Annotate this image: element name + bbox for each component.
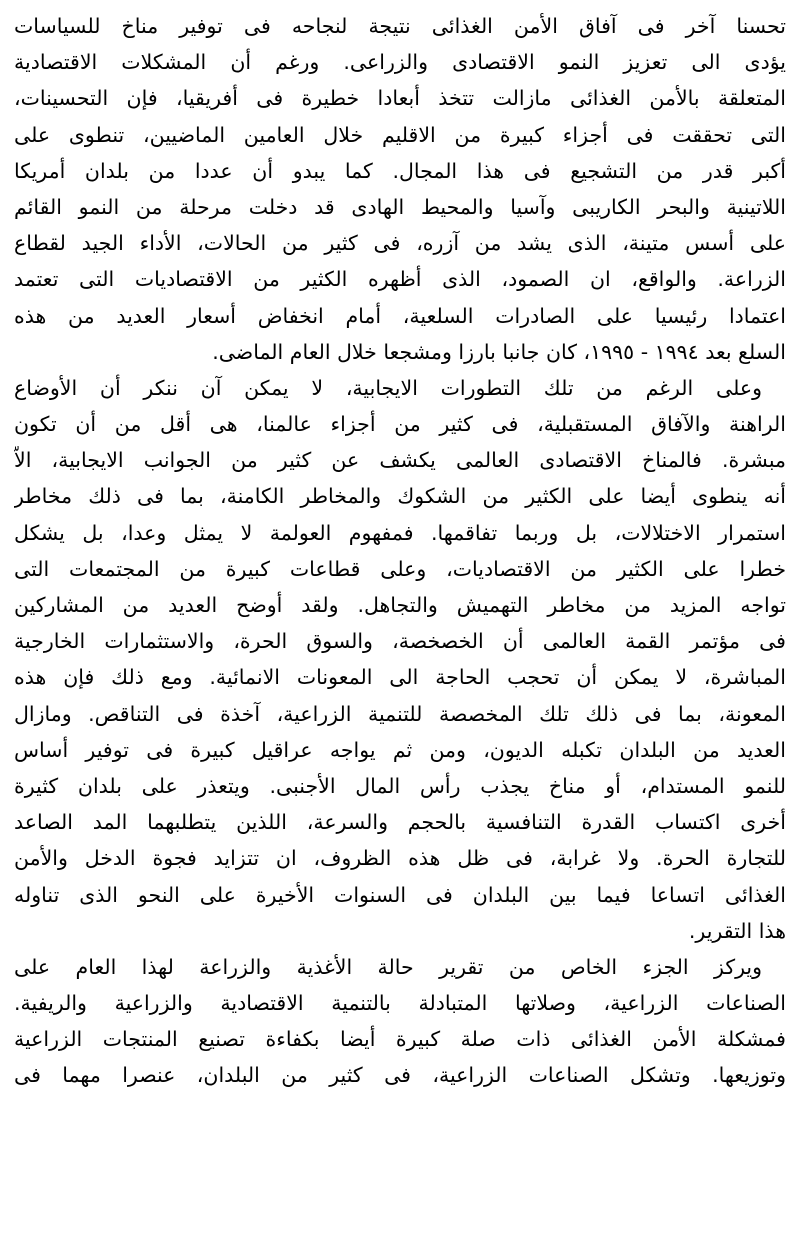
document-page	[14, 8, 786, 1094]
text-line: الغذائى اتساعا فيما بين البلدان فى السنوات الأخيرة على النحو الذى تناوله	[14, 882, 786, 907]
text-line: يؤدى الى تعزيز النمو الاقتصادى والزراعى. ورغم أن المشكلات الاقتصادية	[14, 50, 786, 75]
text-line: اللاتينية والبحر الكاريبى وآسيا والمحيط الهادى قد دخلت مرحلة من النمو القائم	[14, 194, 786, 219]
paragraph-2	[14, 370, 786, 949]
paragraph-3	[14, 949, 786, 1094]
text-line: أخرى اكتساب القدرة التنافسية بالحجم والسرعة، اللذين يتطلبهما المد الصاعد	[14, 810, 786, 835]
text-line: العديد من البلدان تكبله الديون، ومن ثم يواجه عراقيل كبيرة فى توفير أساس	[14, 737, 786, 762]
text-line: تواجه المزيد من مخاطر التهميش والتجاهل. ولقد أوضح العديد من المشاركين	[14, 593, 786, 617]
text-line: خطرا على الكثير من الاقتصاديات، وعلى قطاعات كبيرة من المجتمعات التى	[14, 556, 786, 581]
text-line: الراهنة والآفاق المستقبلية، فى كثير من أجزاء عالمنا، هى أقل من أن تكون	[14, 412, 786, 437]
text-line: مبشرة. فالمناخ الاقتصادى العالمى يكشف عن كثير من الجوانب الايجابية، الاّ	[14, 448, 786, 473]
text-line: فى مؤتمر القمة العالمى أن الخصخصة، والسوق الحرة، والاستثمارات الخارجية	[14, 629, 786, 654]
text-line: للنمو المستدام، أو مناخ يجذب رأس المال الأجنبى. ويتعذر على بلدان كثيرة	[14, 773, 786, 798]
text-line: هذا التقرير.	[688, 918, 786, 943]
text-line: اعتمادا رئيسيا على الصادرات السلعية، أمام انخفاض أسعار العديد من هذه	[14, 303, 786, 328]
text-line: وتوزيعها. وتشكل الصناعات الزراعية، فى كثير من البلدان، عنصرا مهما فى	[14, 1063, 786, 1088]
text-line: أنه ينطوى أيضا على الكثير من الشكوك والمخاطر الكامنة، بما فى ذلك مخاطر	[14, 484, 786, 509]
text-line: السلع بعد ١٩٩٤ - ١٩٩٥، كان جانبا بارزا ومشجعا خلال العام الماضى.	[212, 339, 786, 364]
text-line: ويركز الجزء الخاص من تقرير حالة الأغذية والزراعة لهذا العام على	[14, 954, 762, 979]
text-line: تحسنا آخر فى آفاق الأمن الغذائى نتيجة لنجاحه فى توفير مناخ للسياسات	[14, 14, 786, 38]
text-line: المعونة، بما فى ذلك تلك المخصصة للتنمية الزراعية، آخذة فى التناقص. ومازال	[14, 701, 786, 726]
text-line: الزراعة. والواقع، ان الصمود، الذى أظهره الكثير من الاقتصاديات التى تعتمد	[14, 267, 786, 292]
text-line: المباشرة، لا يمكن أن تحجب الحاجة الى المعونات الانمائية. ومع ذلك فإن هذه	[14, 665, 786, 690]
text-line: الصناعات الزراعية، وصلاتها المتبادلة بالتنمية الاقتصادية والزراعية والريفية.	[14, 991, 786, 1016]
text-line: فمشكلة الأمن الغذائى ذات صلة كبيرة أيضا بكفاءة تصنيع المنتجات الزراعية	[14, 1027, 786, 1052]
text-line: المتعلقة بالأمن الغذائى مازالت تتخذ أبعادا خطيرة فى أفريقيا، فإن التحسينات،	[14, 86, 786, 111]
text-line: على أسس متينة، الذى يشد من آزره، فى كثير من الحالات، الأداء الجيد لقطاع	[14, 231, 786, 256]
paragraph-1	[14, 8, 786, 370]
text-line: للتجارة الحرة. ولا غرابة، فى ظل هذه الظروف، ان تتزايد فجوة الدخل والأمن	[14, 846, 786, 871]
text-line: استمرار الاختلالات، بل وربما تفاقمها. فمفهوم العولمة لا يمثل وعدا، بل يشكل	[14, 520, 786, 545]
text-line: أكبر قدر من التشجيع فى هذا المجال. كما يبدو أن عددا من بلدان أمريكا	[14, 158, 786, 183]
text-line: التى تحققت فى أجزاء كبيرة من الاقليم خلال العامين الماضيين، تنطوى على	[14, 122, 786, 147]
text-line: وعلى الرغم من تلك التطورات الايجابية، لا يمكن آن ننكر أن الأوضاع	[14, 375, 762, 400]
